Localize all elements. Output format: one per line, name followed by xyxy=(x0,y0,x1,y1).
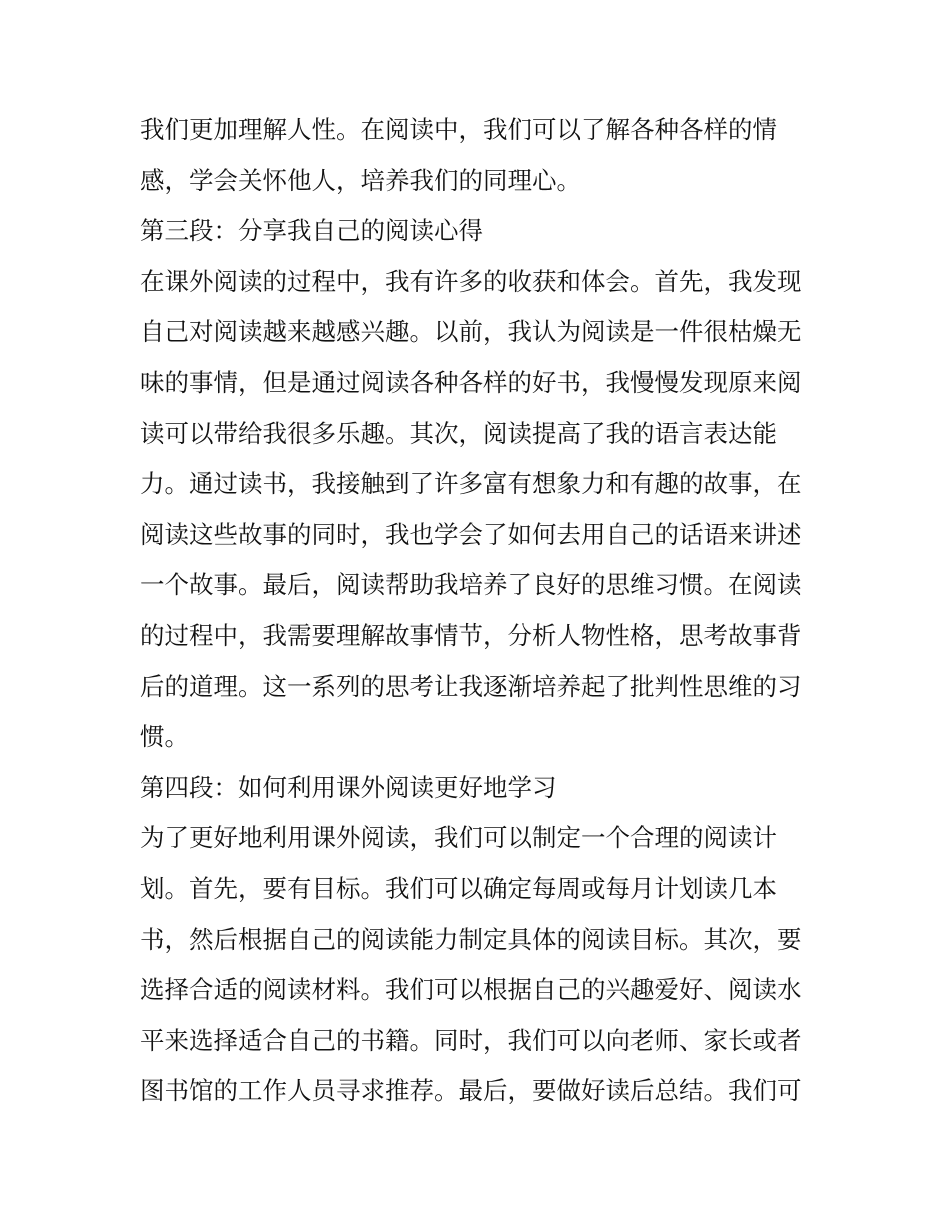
paragraph-line: 自己对阅读越来越感兴趣。以前，我认为阅读是一件很枯燥无 xyxy=(140,317,802,347)
paragraph-line: 的过程中，我需要理解故事情节，分析人物性格，思考故事背 xyxy=(140,620,802,650)
paragraph-line: 惯。 xyxy=(140,722,189,752)
paragraph-line: 感，学会关怀他人，培养我们的同理心。 xyxy=(140,165,581,195)
paragraph-line: 读可以带给我很多乐趣。其次，阅读提高了我的语言表达能 xyxy=(140,418,777,448)
paragraph-line: 阅读这些故事的同时，我也学会了如何去用自己的话语来讲述 xyxy=(140,519,802,549)
paragraph-line: 我们更加理解人性。在阅读中，我们可以了解各种各样的情 xyxy=(140,115,777,144)
paragraph-line: 后的道理。这一系列的思考让我逐渐培养起了批判性思维的习 xyxy=(140,671,802,701)
paragraph-line: 平来选择适合自己的书籍。同时，我们可以向老师、家长或者 xyxy=(140,1025,802,1055)
paragraph-line: 书，然后根据自己的阅读能力制定具体的阅读目标。其次，要 xyxy=(140,924,802,954)
paragraph-line: 力。通过读书，我接触到了许多富有想象力和有趣的故事，在 xyxy=(140,469,802,499)
paragraph-line: 划。首先，要有目标。我们可以确定每周或每月计划读几本 xyxy=(140,873,777,903)
section-heading-4: 第四段：如何利用课外阅读更好地学习 xyxy=(140,772,557,802)
section-heading-3: 第三段：分享我自己的阅读心得 xyxy=(140,216,483,246)
document-body xyxy=(140,105,820,1117)
paragraph-line: 选择合适的阅读材料。我们可以根据自己的兴趣爱好、阅读水 xyxy=(140,975,802,1005)
paragraph-line: 为了更好地利用课外阅读，我们可以制定一个合理的阅读计 xyxy=(140,823,777,853)
paragraph-line: 一个故事。最后，阅读帮助我培养了良好的思维习惯。在阅读 xyxy=(140,570,802,600)
paragraph-line: 味的事情，但是通过阅读各种各样的好书，我慢慢发现原来阅 xyxy=(140,367,802,397)
paragraph-line: 图书馆的工作人员寻求推荐。最后，要做好读后总结。我们可 xyxy=(140,1076,802,1106)
paragraph-line: 在课外阅读的过程中，我有许多的收获和体会。首先，我发现 xyxy=(140,266,802,296)
